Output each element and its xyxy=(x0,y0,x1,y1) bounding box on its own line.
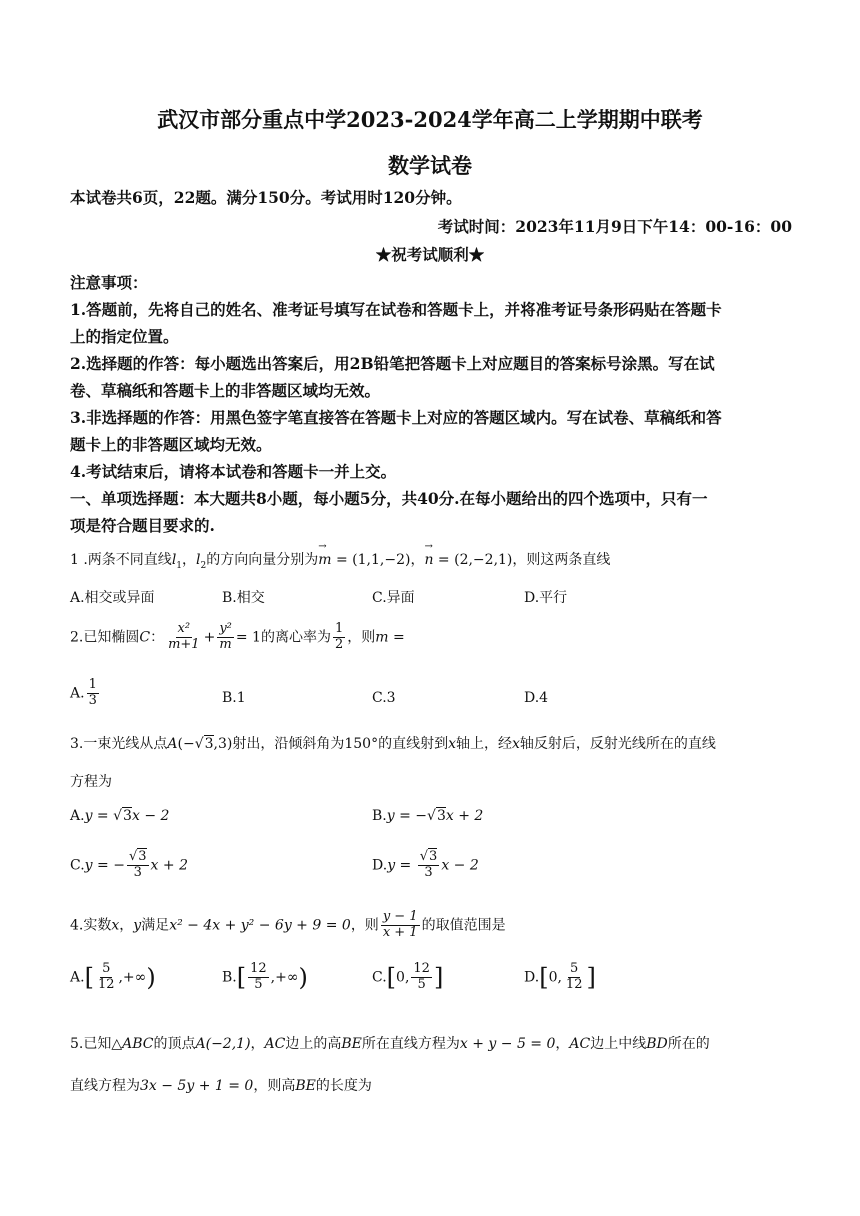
q2-plus: + xyxy=(203,629,216,646)
q1-text-5: ，则这两条直线 xyxy=(512,552,611,568)
q4-option-b xyxy=(222,962,308,993)
q2-eccentricity xyxy=(333,622,345,653)
q5-text-8: 所在的 xyxy=(667,1036,710,1052)
q3-point-open: (− xyxy=(177,736,195,752)
q4-option-b-open: [ xyxy=(236,963,247,992)
q3-option-d-den: 3 xyxy=(424,864,433,880)
q3-option-b-prefix: B. xyxy=(372,808,387,824)
q4-option-a-den: 12 xyxy=(97,976,115,992)
note-2-line-1: 2.选择题的作答：每小题选出答案后，用2B铅笔把答题卡上对应题目的答案标号涂黑。写在试 xyxy=(70,354,715,373)
q4-option-a-rest: ,+∞ xyxy=(118,969,147,986)
q4-y: y xyxy=(133,917,142,934)
q1-text-4: ， xyxy=(410,552,425,568)
q5-text-6: ， xyxy=(555,1036,570,1052)
q4-option-b-prefix: B. xyxy=(222,969,237,986)
q2-fraction-x-num: x² xyxy=(177,621,191,636)
q4-fraction-num: y − 1 xyxy=(382,909,418,924)
q4-option-a xyxy=(70,962,156,993)
q4-option-d-den: 12 xyxy=(565,976,583,992)
q3-option-a-eq: = xyxy=(92,808,114,824)
q4-option-d-num: 5 xyxy=(570,961,579,976)
q4-option-d-open: [ xyxy=(539,963,549,992)
q3-option-d-prefix: D. xyxy=(372,857,388,874)
q4-option-d-prefix: D. xyxy=(524,969,540,986)
q3-point-sqrt-sign: √ xyxy=(194,736,204,752)
q4-equation: x² − 4x + y² − 6y + 9 = 0 xyxy=(169,917,351,934)
q5-line-2 xyxy=(70,1075,372,1095)
q2-eccentricity-den: 2 xyxy=(334,636,344,652)
q3-option-a-rest: x − 2 xyxy=(131,808,170,824)
q1-option-a: A.相交或异面 xyxy=(70,590,155,606)
q3-option-b-rest: x + 2 xyxy=(445,808,484,824)
q1-option-b: B.相交 xyxy=(222,590,265,606)
q4-x: x xyxy=(111,917,120,934)
q3-option-b-y: y xyxy=(386,808,395,824)
q3-point-sqrt: 3 xyxy=(204,736,214,752)
q1-l2: l xyxy=(196,552,201,568)
q4-option-c-close: ] xyxy=(433,963,444,992)
q1-vector-n: → n xyxy=(424,552,433,568)
q2-fraction-y-num: y² xyxy=(219,621,232,636)
q5-text-1: 5.已知 xyxy=(70,1036,112,1052)
q5-triangle: △ABC xyxy=(111,1036,154,1052)
q4-option-b-den: 5 xyxy=(254,976,263,992)
exam-info: 本试卷共6页，22题。满分150分。考试用时120分钟。 xyxy=(70,188,462,207)
q3-text-1: 3.一束光线从点 xyxy=(70,736,168,752)
q3-option-d-fraction xyxy=(418,850,440,881)
q2-option-a xyxy=(70,678,101,709)
q3-angle: 150° xyxy=(344,736,379,752)
q5-text-5: 所在直线方程为 xyxy=(361,1036,460,1052)
q4-option-c-num: 12 xyxy=(413,961,430,976)
note-2-line-2: 卷、草稿纸和答题卡上的非答题区域均无效。 xyxy=(70,381,381,400)
q3-text-2: 射出，沿倾斜角为 xyxy=(232,736,345,752)
q4-fraction-den: x + 1 xyxy=(382,924,418,940)
q3-text-5: 轴反射后，反射光线所在的直线 xyxy=(519,736,716,752)
q2-option-a-den: 3 xyxy=(88,692,97,708)
q5-text-3: ， xyxy=(250,1036,265,1052)
q5-be-1: BE xyxy=(341,1036,362,1052)
q4-option-c-open: [ xyxy=(386,963,397,992)
q1-l2-sub: 2 xyxy=(200,560,207,571)
q1-text-1: 1 .两条不同直线 xyxy=(70,552,172,568)
q5-line-2-text-c: 的长度为 xyxy=(315,1078,372,1094)
q2-m-equals: m = xyxy=(375,629,405,646)
q3-line-2: 方程为 xyxy=(70,774,112,790)
exam-time: 考试时间：2023年11月9日下午14：00-16：00 xyxy=(437,217,792,236)
question-4 xyxy=(70,910,506,941)
q2-option-c: C.3 xyxy=(372,690,396,706)
note-3-line-2: 题卡上的非答题区域均无效。 xyxy=(70,435,272,454)
q1-text-3: 的方向向量分别为 xyxy=(206,552,319,568)
q2-colon: ： xyxy=(150,629,165,646)
q2-fraction-x-den: m+1 xyxy=(168,636,200,652)
q4-option-a-open: [ xyxy=(84,963,94,992)
q2-option-a-fraction xyxy=(87,678,99,709)
q4-text-3: ，则 xyxy=(350,917,379,934)
q3-option-b-sqrt-sign: √ xyxy=(427,808,436,824)
note-1-line-1: 1.答题前，先将自己的姓名、准考证号填写在试卷和答题卡上，并将准考证号条形码贴在答题卡 xyxy=(70,300,722,319)
q4-option-c-den: 5 xyxy=(417,976,426,992)
q3-option-a-y: y xyxy=(84,808,93,824)
section-1-line-1: 一、单项选择题：本大题共8小题，每小题5分，共40分.在每小题给出的四个选项中，只有一 xyxy=(70,489,708,508)
q4-option-c-fraction xyxy=(411,962,432,993)
q3-option-a-sqrt-sign: √ xyxy=(113,808,123,824)
q1-vector-m: → m xyxy=(318,552,331,568)
q3-option-c-fraction xyxy=(127,850,149,881)
q3-option-d-rest: x − 2 xyxy=(441,857,479,874)
q3-option-a-prefix: A. xyxy=(70,808,85,824)
q3-option-c-eq: = − xyxy=(92,857,125,874)
exam-wish: ★祝考试顺利★ xyxy=(375,245,485,264)
q2-fraction-y-den: m xyxy=(219,636,232,652)
q3-option-d-num: √3 xyxy=(419,849,438,864)
q3-x-1: x xyxy=(448,736,456,752)
note-3-line-1: 3.非选择题的作答：用黑色签字笔直接答在答题卡上对应的答题区域内。写在试卷、草稿纸和答 xyxy=(70,408,722,427)
question-3 xyxy=(70,733,716,753)
q1-l1: l xyxy=(171,552,177,568)
q5-equation-1: x + y − 5 = 0 xyxy=(459,1036,556,1052)
q4-text-1: 4.实数 xyxy=(70,917,112,934)
q3-option-a-sqrt: 3 xyxy=(123,808,132,824)
q2-equals: = 1 xyxy=(235,629,261,646)
q5-bd: BD xyxy=(646,1036,668,1052)
q3-option-c-num-radicand: 3 xyxy=(138,849,147,864)
question-5 xyxy=(70,1033,710,1053)
q3-x-2: x xyxy=(512,736,520,752)
q4-option-a-num: 5 xyxy=(102,961,111,976)
q4-option-c-zero: 0, xyxy=(396,969,410,986)
q3-option-d-num-radicand: 3 xyxy=(429,849,438,864)
section-1-line-2: 项是符合题目要求的. xyxy=(70,516,215,535)
q1-text-2: ， xyxy=(182,552,197,568)
q3-option-b-sqrt: 3 xyxy=(436,808,446,824)
q1-l1-sub: 1 xyxy=(176,560,183,571)
q3-text-4: 轴上，经 xyxy=(456,736,512,752)
q3-point-close: ,3) xyxy=(213,736,233,752)
q2-option-d: D.4 xyxy=(524,690,549,706)
q2-text-1: 2.已知椭圆 xyxy=(70,629,140,646)
q3-option-c xyxy=(70,850,188,881)
note-1-line-2: 上的指定位置。 xyxy=(70,327,179,346)
q5-text-7: 边上中线 xyxy=(590,1036,647,1052)
q3-text-3: 的直线射到 xyxy=(378,736,449,752)
q3-option-d-eq: = xyxy=(395,857,416,874)
q5-ac-2: AC xyxy=(569,1036,591,1052)
q4-option-d-close: ] xyxy=(586,963,596,992)
q2-fraction-y xyxy=(217,622,234,653)
q3-option-a xyxy=(70,808,169,824)
q2-eccentricity-num: 1 xyxy=(334,621,344,636)
q2-option-a-num: 1 xyxy=(88,677,97,692)
q1-vector-n-value: = (2,−2,1) xyxy=(433,552,513,568)
q1-option-d: D.平行 xyxy=(524,590,568,606)
q3-option-c-rest: x + 2 xyxy=(150,857,188,874)
q5-ac-1: AC xyxy=(264,1036,286,1052)
q4-option-d xyxy=(524,962,596,993)
note-4: 4.考试结束后，请将本试卷和答题卡一并上交。 xyxy=(70,462,397,481)
q4-text-2: 满足 xyxy=(141,917,170,934)
q2-fraction-x xyxy=(166,622,202,653)
q5-text-4: 边上的高 xyxy=(285,1036,342,1052)
q4-option-d-zero: 0, xyxy=(548,969,562,986)
q4-option-a-close: ) xyxy=(146,963,156,992)
q4-option-a-prefix: A. xyxy=(70,969,85,986)
q3-option-c-den: 3 xyxy=(133,864,142,880)
q4-fraction xyxy=(381,910,420,941)
q2-text-3: ，则 xyxy=(347,629,376,646)
q5-point-a: A(−2,1) xyxy=(195,1036,251,1052)
q4-option-b-rest: ,+∞ xyxy=(270,969,299,986)
question-1 xyxy=(70,549,610,571)
q3-option-c-y: y xyxy=(84,857,93,874)
q3-option-b xyxy=(372,808,483,824)
q4-option-b-close: ) xyxy=(298,963,308,992)
q3-option-c-num: √3 xyxy=(128,849,147,864)
q2-text-2: 的离心率为 xyxy=(260,629,331,646)
q5-be-2: BE xyxy=(295,1078,316,1094)
q4-comma: ， xyxy=(119,917,134,934)
q3-option-d xyxy=(372,850,479,881)
q5-line-2-text-b: ，则高 xyxy=(253,1078,296,1094)
q2-ellipse-c: C xyxy=(139,629,151,646)
q4-option-c xyxy=(372,962,443,993)
q4-option-b-fraction xyxy=(248,962,269,993)
q3-option-d-y: y xyxy=(387,857,396,874)
q5-equation-2: 3x − 5y + 1 = 0 xyxy=(140,1078,254,1094)
q4-text-4: 的取值范围是 xyxy=(421,917,506,934)
page-title: 武汉市部分重点中学2023-2024学年高二上学期期中联考 xyxy=(157,107,703,132)
page-subtitle: 数学试卷 xyxy=(388,153,472,178)
q4-option-a-fraction xyxy=(96,962,117,993)
q1-vector-m-value: = (1,1,−2) xyxy=(331,552,411,568)
q3-point-a: A xyxy=(167,736,178,752)
q5-line-2-text-a: 直线方程为 xyxy=(70,1078,140,1094)
q2-option-a-prefix: A. xyxy=(70,685,85,702)
q3-option-b-eq: = − xyxy=(394,808,428,824)
q4-option-b-num: 12 xyxy=(250,961,267,976)
q4-option-c-prefix: C. xyxy=(372,969,387,986)
question-2 xyxy=(70,622,405,653)
q5-text-2: 的顶点 xyxy=(153,1036,196,1052)
q4-option-d-fraction xyxy=(564,962,585,993)
q1-option-c: C.异面 xyxy=(372,590,415,606)
notes-heading: 注意事项： xyxy=(70,273,148,292)
q2-option-b: B.1 xyxy=(222,690,246,706)
q3-option-c-prefix: C. xyxy=(70,857,85,874)
